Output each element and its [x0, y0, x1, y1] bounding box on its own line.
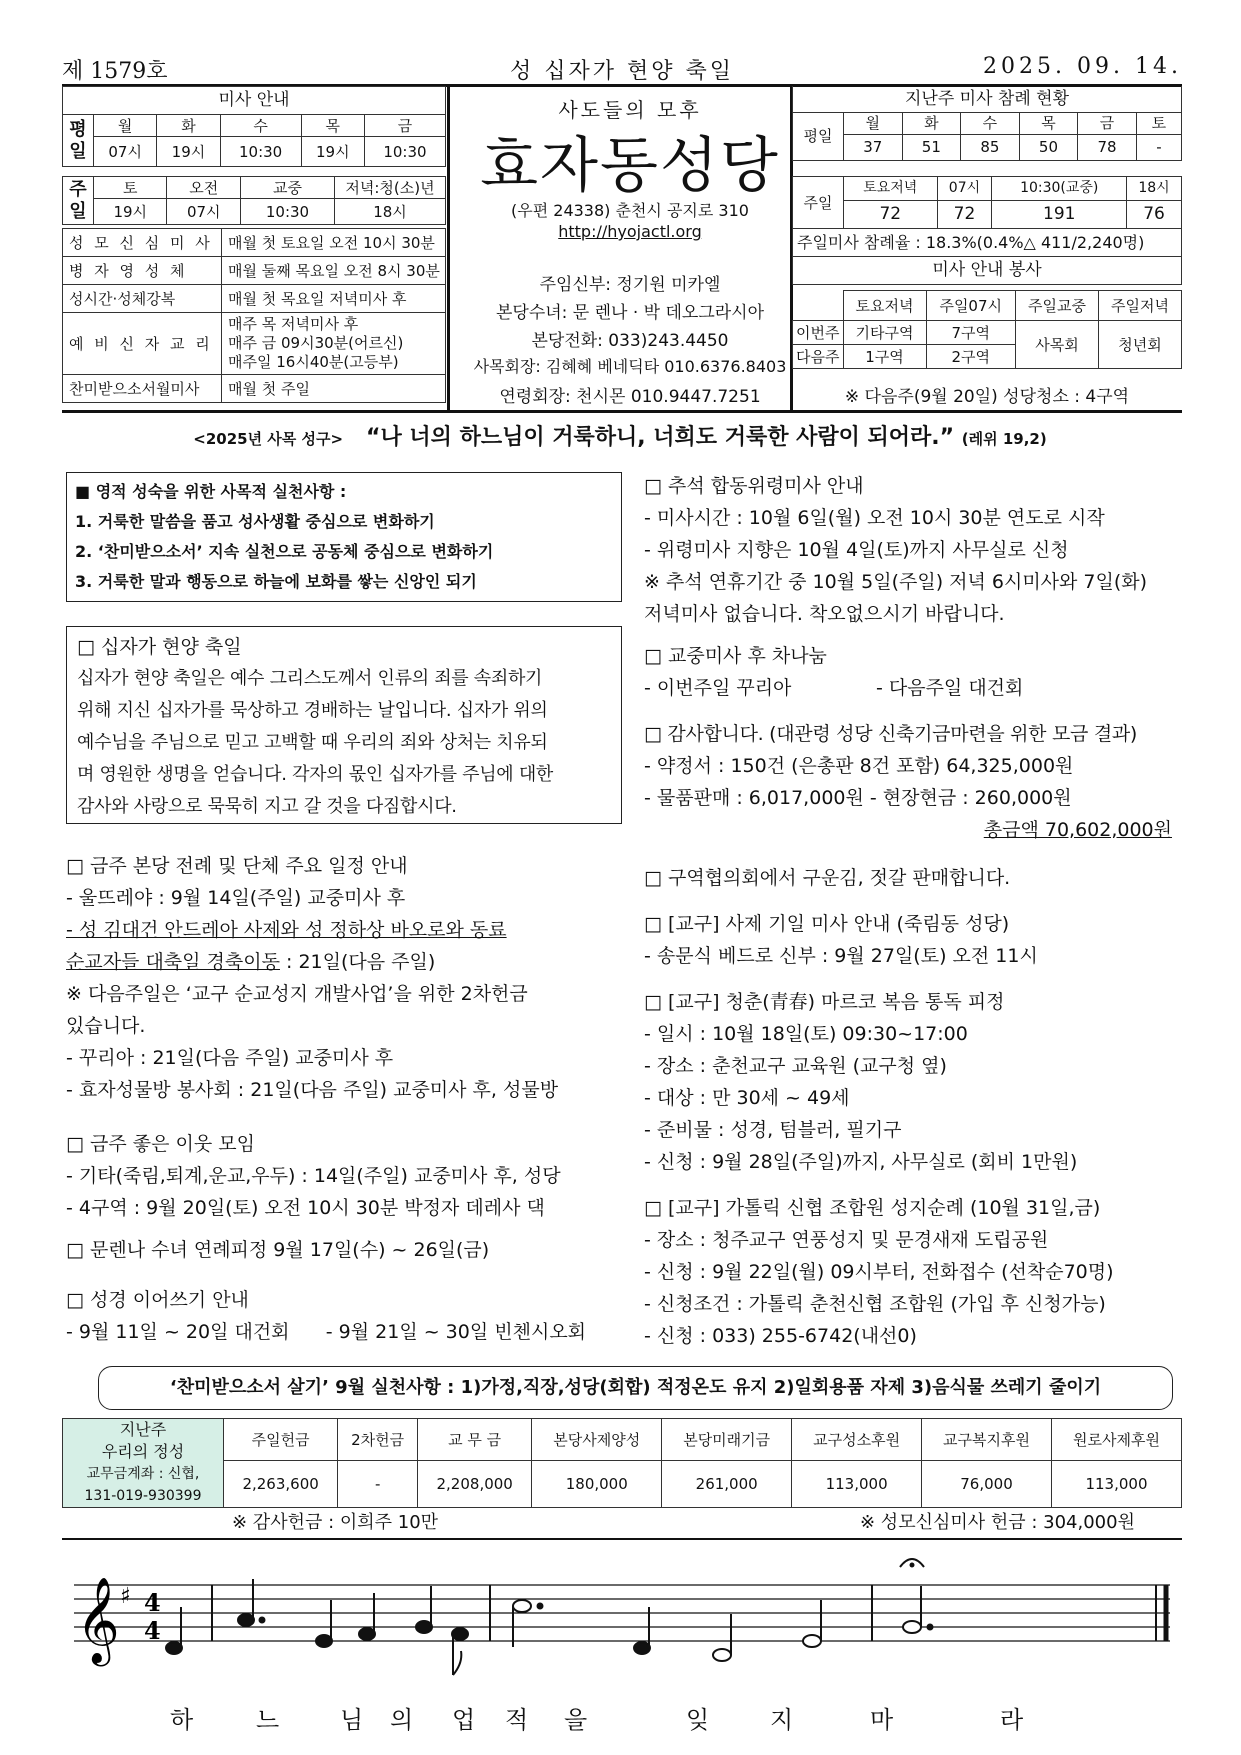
sunday-mass-table [62, 176, 446, 225]
catechism-line: 매주 금 09시30분(어르신) [228, 334, 404, 352]
lyric: 잊 [686, 1706, 712, 1734]
attendance-title: 지난주 미사 참례 현황 [793, 86, 1182, 112]
schedule-section [66, 850, 626, 1106]
parish-address: (우편 24338) 춘천시 공지로 310 [511, 201, 749, 220]
offering-col: 교 무 금 [418, 1419, 532, 1461]
schedule-line: - 울뜨레야 : 9월 14일(주일) 교중미사 후 [66, 887, 406, 909]
retreat-line: - 준비물 : 성경, 텀블러, 필기구 [644, 1119, 902, 1141]
page-header [62, 52, 1182, 87]
parish-url[interactable]: http://hyojactl.org [558, 222, 702, 241]
pastoral-item: 3. 거룩한 말과 행동으로 하늘에 보화를 쌓는 신앙인 되기 [75, 572, 477, 591]
info-key: 예 비 신 자 교 리 [63, 313, 222, 375]
thanks-section [644, 718, 1184, 846]
schedule-line: - 성 김대건 안드레아 사제와 성 정하상 바오로와 동료 [66, 919, 507, 941]
offering-col: 교구복지후원 [922, 1419, 1052, 1461]
count: 72 [844, 201, 938, 229]
service-table [792, 290, 1182, 369]
offering-label-3: 교무금계좌 : 신협, [86, 1466, 200, 1482]
schedule-line: - 효자성물방 봉사회 : 21일(다음 주일) 교중미사 후, 성물방 [66, 1079, 559, 1101]
col: 주일교중 [1015, 291, 1098, 321]
issue-number: 제 1579호 [62, 59, 168, 84]
feast-line: 십자가 현양 축일은 예수 그리스도께서 인류의 죄를 속죄하기 [77, 668, 543, 689]
catechism-line: 매주일 16시40분(고등부) [228, 353, 399, 371]
schedule-line: 있습니다. [66, 1015, 146, 1037]
day: 목 [301, 115, 364, 137]
lyric: 님 [340, 1706, 366, 1734]
offering-value: 180,000 [532, 1461, 662, 1508]
offering-col: 본당미래기금 [662, 1419, 792, 1461]
sunday-label: 주일 [63, 177, 94, 225]
day: 화 [902, 112, 961, 134]
col: 18시 [1127, 177, 1182, 201]
motto-label: <2025년 사목 성구> [193, 430, 344, 448]
service-title: 미사 안내 봉사 [793, 257, 1182, 285]
weekday-label: 평일 [793, 112, 844, 160]
lyric: 라 [1000, 1706, 1026, 1734]
offering-value: 2,208,000 [418, 1461, 532, 1508]
feast-line: 며 영원한 생명을 얻습니다. 각자의 몫인 십자가를 주님에 대한 [77, 764, 553, 785]
weekday-label: 평일 [63, 115, 94, 167]
count: 191 [992, 201, 1127, 229]
col: 토요저녁 [844, 177, 938, 201]
lyric: 마 [870, 1706, 896, 1734]
section-title: □ 구역협의회에서 구운김, 젓갈 판매합니다. [644, 867, 1011, 889]
offering-col: 주일헌금 [224, 1419, 338, 1461]
bible-line: - 9월 11일 ~ 20일 대건회 - 9월 21일 ~ 30일 빈첸시오회 [66, 1321, 587, 1343]
offering-label [63, 1419, 224, 1508]
issue-date: 2025. 09. 14. [983, 54, 1182, 79]
retreat-line: - 장소 : 춘천교구 교육원 (교구청 옆) [644, 1055, 947, 1077]
pastoral-item: 1. 거룩한 말씀을 품고 성사생활 중심으로 변화하기 [75, 512, 435, 531]
day: 수 [961, 112, 1020, 134]
section-title: □ 교중미사 후 차나눔 [644, 645, 827, 667]
memorial-section [644, 470, 1184, 630]
schedule-line: 순교자들 대축일 경축이동 : 21일(다음 주일) [66, 951, 436, 973]
motto [70, 420, 1170, 451]
priest-section [644, 908, 1184, 972]
feast-move: 순교자들 대축일 경축이동 [66, 951, 280, 973]
thanks-total: 총금액 70,602,000원 [983, 819, 1172, 841]
attendance-table [792, 86, 1182, 161]
col: 토 [94, 177, 167, 199]
priest-line: - 송문식 베드로 신부 : 9월 27일(토) 오전 11시 [644, 945, 1038, 967]
time: 07시 [167, 199, 240, 225]
row-label: 다음주 [793, 345, 844, 369]
info-value: 매월 둘째 목요일 오전 8시 30분 [222, 257, 446, 285]
parish-name: 효자동성당 [480, 131, 780, 201]
offering-note-right: ※ 성모신심미사 헌금 : 304,000원 [860, 1512, 1135, 1533]
staff-lines [74, 1585, 1170, 1641]
memorial-line: - 미사시간 : 10월 6일(월) 오전 10시 30분 연도로 시작 [644, 507, 1105, 529]
bible-section [66, 1284, 626, 1348]
tea-section [644, 640, 1184, 704]
section-title: □ [교구] 가톨릭 신협 조합원 성지순례 (10월 31일,금) [644, 1197, 1101, 1219]
time: 10:30 [240, 199, 334, 225]
section-title: □ 금주 좋은 이웃 모임 [66, 1133, 255, 1155]
treble-clef-icon: 𝄞 [76, 1577, 120, 1663]
service-value: 청년회 [1098, 321, 1181, 369]
row-label: 이번주 [793, 321, 844, 345]
pilgrim-line: - 신청조건 : 가톨릭 춘천신협 조합원 (가입 후 신청가능) [644, 1293, 1106, 1315]
attendance-sunday-table [792, 176, 1182, 285]
day: 화 [157, 115, 220, 137]
feast-line: 예수님을 주님으로 믿고 고백할 때 우리의 죄와 상처는 치유되 [77, 732, 548, 753]
time: 18시 [335, 199, 446, 225]
pastor: 주임신부: 정기원 미카엘 [539, 275, 721, 295]
lyric: 업 [452, 1706, 478, 1734]
pilgrim-line: - 장소 : 청주교구 연풍성지 및 문경새재 도립공원 [644, 1229, 1049, 1251]
retreat-section [644, 986, 1184, 1178]
time-sig-top: 4 [144, 1588, 161, 1617]
section-title: □ 문렌나 수녀 연례피정 9월 17일(수) ~ 26일(금) [66, 1239, 490, 1261]
section-title: □ 성경 이어쓰기 안내 [66, 1289, 249, 1311]
time: 19시 [94, 199, 167, 225]
col: 토요저녁 [843, 291, 926, 321]
retreat-line: - 대상 : 만 30세 ~ 49세 [644, 1087, 850, 1109]
sharp-icon: ♯ [120, 1584, 131, 1609]
day: 토 [1136, 112, 1181, 134]
lyric: 하 [170, 1706, 196, 1734]
time: 10:30 [364, 137, 445, 167]
pastoral-box [66, 472, 622, 602]
pastoral-title: ■ 영적 성숙을 위한 사목적 실천사항 : [75, 482, 347, 501]
sale-section [644, 862, 1184, 894]
nun-retreat [66, 1234, 626, 1266]
motto-text: “나 너의 하느님이 거룩하니, 너희도 거룩한 사람이 되어라.” [366, 425, 955, 450]
memorial-line: 저녁미사 없습니다. 착오없으시기 바랍니다. [644, 603, 1005, 625]
col: 교중 [240, 177, 334, 199]
info-key: 성시간·성체강복 [63, 285, 222, 313]
offering-note-left: ※ 감사헌금 : 이희주 10만 [232, 1512, 439, 1533]
memorial-line: - 위령미사 지향은 10월 4일(토)까지 사무실로 신청 [644, 539, 1069, 561]
time-sig-bottom: 4 [144, 1616, 161, 1645]
offering-value: 2,263,600 [224, 1461, 338, 1508]
info-table [62, 228, 446, 403]
offering-label-1: 지난주 [119, 1420, 167, 1439]
info-value [222, 313, 446, 375]
offering-col: 원로사제후원 [1051, 1419, 1181, 1461]
service-value: 기타구역 [843, 321, 926, 345]
blank-cell [793, 291, 844, 321]
schedule-line: - 꾸리아 : 21일(다음 주일) 교중미사 후 [66, 1047, 394, 1069]
info-value: 매월 첫 토요일 오전 10시 30분 [222, 229, 446, 257]
parish-phone: 본당전화: 033)243.4450 [531, 331, 729, 351]
pastoral-item: 2. ‘찬미받으소서’ 지속 실천으로 공동체 중심으로 변화하기 [75, 542, 494, 561]
info-value: 매월 첫 목요일 저녁미사 후 [222, 285, 446, 313]
neighbor-line: - 4구역 : 9월 20일(토) 오전 10시 30분 박정자 데레사 댁 [66, 1197, 545, 1219]
pilgrim-line: - 신청 : 033) 255-6742(내선0) [644, 1325, 917, 1347]
offering-value: 76,000 [922, 1461, 1052, 1508]
feast-box-title: □ 십자가 현양 축일 [77, 636, 242, 658]
count: 76 [1127, 201, 1182, 229]
section-title: □ 추석 합동위령미사 안내 [644, 475, 864, 497]
info-key: 병 자 영 성 체 [63, 257, 222, 285]
service-value: 사목회 [1015, 321, 1098, 369]
day: 금 [364, 115, 445, 137]
feast-line: 감사와 사랑으로 묵묵히 지고 갈 것을 다짐합시다. [77, 796, 457, 817]
motto-ref: (레위 19,2) [961, 430, 1047, 448]
count: 51 [902, 134, 961, 160]
col: 저녁:청(소)년 [335, 177, 446, 199]
retreat-line: - 일시 : 10월 18일(토) 09:30~17:00 [644, 1023, 968, 1045]
count: 72 [937, 201, 992, 229]
day: 목 [1019, 112, 1078, 134]
day: 금 [1078, 112, 1137, 134]
feast-title: 성 십자가 현양 축일 [510, 59, 734, 84]
col: 주일07시 [926, 291, 1015, 321]
cleaning-note: ※ 다음주(9월 20일) 성당청소 : 4구역 [844, 387, 1130, 407]
count: 37 [844, 134, 903, 160]
neighbor-section [66, 1128, 626, 1224]
divider [62, 410, 1182, 413]
lyric: 의 [390, 1706, 416, 1734]
lyric: 지 [770, 1706, 796, 1734]
count: - [1136, 134, 1181, 160]
count: 50 [1019, 134, 1078, 160]
offering-col: 2차헌금 [338, 1419, 418, 1461]
section-title: □ 금주 본당 전례 및 단체 주요 일정 안내 [66, 855, 408, 877]
mass-title: 미사 안내 [63, 87, 446, 115]
time: 07시 [94, 137, 157, 167]
retreat-line: - 신청 : 9월 28일(주일)까지, 사무실로 (회비 1만원) [644, 1151, 1078, 1173]
offering-label-4: 131-019-930399 [84, 1488, 202, 1504]
service-value: 1구역 [843, 345, 926, 369]
count: 78 [1078, 134, 1137, 160]
day: 월 [94, 115, 157, 137]
elder-chair: 연령회장: 천시몬 010.9447.7251 [499, 387, 761, 407]
schedule-line: ※ 다음주일은 ‘교구 순교성지 개발사업’을 위한 2차헌금 [66, 983, 528, 1005]
pilgrim-line: - 신청 : 9월 22일(월) 09시부터, 전화접수 (선착순70명) [644, 1261, 1114, 1283]
sunday-label: 주일 [793, 177, 844, 229]
lyric: 을 [564, 1706, 590, 1734]
lyric: 느 [256, 1706, 282, 1734]
thanks-line: - 약정서 : 150건 (은총판 8건 포함) 64,325,000원 [644, 755, 1074, 777]
info-key: 찬미받으소서월미사 [63, 375, 222, 403]
attendance-rate: 주일미사 참례율 : 18.3%(0.4%△ 411/2,240명) [793, 229, 1182, 257]
mass-schedule-table [62, 86, 446, 167]
count: 85 [961, 134, 1020, 160]
offering-col: 본당사제양성 [532, 1419, 662, 1461]
divider [62, 1538, 1182, 1540]
offering-value: 113,000 [792, 1461, 922, 1508]
offering-value: 113,000 [1051, 1461, 1181, 1508]
lyric: 적 [505, 1706, 531, 1734]
offering-value: - [338, 1461, 418, 1508]
service-value: 7구역 [926, 321, 1015, 345]
laudato-practice: ‘찬미받으소서 살기’ 9월 실천사항 : 1)가정,직장,성당(회합) 적정온도 유지 2)일회용품 자제 3)음식물 쓰레기 줄이기 [98, 1366, 1173, 1410]
offering-col: 교구성소후원 [792, 1419, 922, 1461]
feast-line: 위해 지신 십자가를 묵상하고 경배하는 날입니다. 십자가 위의 [77, 700, 548, 721]
pilgrim-section [644, 1192, 1184, 1352]
thanks-line: - 물품판매 : 6,017,000원 - 현장현금 : 260,000원 [644, 787, 1072, 809]
section-title: □ 감사합니다. (대관령 성당 신축기금마련을 위한 모금 결과) [644, 723, 1138, 745]
neighbor-line: - 기타(죽림,퇴계,운교,우두) : 14일(주일) 교중미사 후, 성당 [66, 1165, 561, 1187]
tea-line: - 이번주일 꾸리아 - 다음주일 대건회 [644, 677, 1024, 699]
memorial-line: ※ 추석 연휴기간 중 10월 5일(주일) 저녁 6시미사와 7일(화) [644, 571, 1148, 593]
council-chair: 사목회장: 김혜혜 베네딕타 010.6376.8403 [473, 357, 787, 376]
offering-table [62, 1418, 1182, 1508]
service-value: 2구역 [926, 345, 1015, 369]
col: 오전 [167, 177, 240, 199]
section-title: □ [교구] 사제 기일 미사 안내 (죽림동 성당) [644, 913, 1010, 935]
time: 10:30 [220, 137, 301, 167]
time: 19시 [157, 137, 220, 167]
offering-label-2: 우리의 정성 [101, 1442, 185, 1461]
feast-box [66, 626, 622, 824]
offering-value: 261,000 [662, 1461, 792, 1508]
info-value: 매월 첫 주일 [222, 375, 446, 403]
sisters: 본당수녀: 문 렌나 · 박 데오그라시아 [495, 303, 765, 323]
time: 19시 [301, 137, 364, 167]
col: 주일저녁 [1098, 291, 1181, 321]
catechism-line: 매주 목 저녁미사 후 [228, 315, 359, 333]
day: 월 [844, 112, 903, 134]
col: 10:30(교중) [992, 177, 1127, 201]
info-key: 성 모 신 심 미 사 [63, 229, 222, 257]
day: 수 [220, 115, 301, 137]
col: 07시 [937, 177, 992, 201]
section-title: □ [교구] 청춘(青春) 마르코 복음 통독 피정 [644, 991, 1005, 1013]
parish-subtitle: 사도들의 모후 [558, 98, 702, 122]
